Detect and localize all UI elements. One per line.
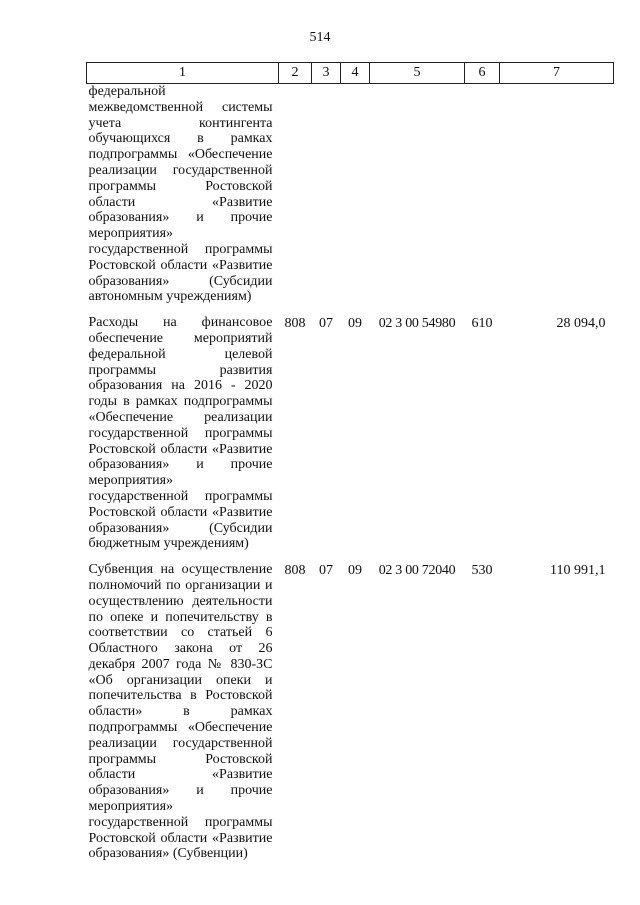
header-col-5: 5: [370, 63, 465, 84]
header-col-6: 6: [465, 63, 500, 84]
row-col-7: 110 991,1: [550, 563, 606, 579]
table-body: [87, 84, 614, 863]
row-description: Субвенция на осуществление полномочий по организации и осуществлению деятельности по опеке и попечительству в соответствии со статьей 6 Областного закона от 26 декабря 2007 года № 830-ЗС «Об организации опеки и попечительства в Ростовской области» в рамках подпрограммы «Обеспечение реализации государственной программы Ростовской области «Развитие образования» и прочие мероприятия» государственной программы Ростовской области «Развитие образования» (Субвенции): [88, 562, 273, 862]
row-col-4: [341, 84, 370, 306]
row-col-3: 07: [319, 316, 333, 332]
row-spacer: [87, 305, 614, 315]
header-col-2: 2: [279, 63, 312, 84]
header-col-1: 1: [87, 63, 279, 84]
header-col-3: 3: [312, 63, 341, 84]
row-description: федеральной межведомственной системы учета контингента обучающихся в рамках подпрограммы «Обеспечение реализации государственной программы Ростовской области «Развитие образования» и прочие мероприятия» государственной программы Ростовской области «Развитие образования» (Субсидии автономным учреждениям): [88, 84, 273, 305]
row-col-6: 610: [471, 316, 493, 332]
row-col-5: 02 3 00 54980: [378, 316, 456, 332]
header-col-7: 7: [500, 63, 614, 84]
table-row: [87, 84, 614, 306]
row-col-7: 28 094,0: [556, 316, 606, 332]
row-spacer: [87, 552, 614, 562]
row-col-5: 02 3 00 72040: [378, 563, 456, 579]
row-col-2: 808: [284, 316, 306, 332]
table-row: [87, 562, 614, 862]
row-col-2: [279, 84, 312, 306]
row-col-4: 09: [348, 316, 362, 332]
row-col-3: [312, 84, 341, 306]
header-row: [87, 63, 614, 84]
row-col-5: [370, 84, 465, 306]
row-col-4: 09: [348, 563, 362, 579]
table-header: [87, 63, 614, 84]
table-row: [87, 315, 614, 552]
row-col-6: 530: [471, 563, 493, 579]
page-number: 514: [309, 30, 331, 45]
budget-table: [86, 62, 614, 862]
header-col-4: 4: [341, 63, 370, 84]
row-col-7: [500, 84, 614, 306]
row-col-2: 808: [284, 563, 306, 579]
row-description: Расходы на финансовое обеспечение мероприятий федеральной целевой программы развития образования на 2016 - 2020 годы в рамках подпрограммы «Обеспечение реализации государственной программы Ростовской области «Развитие образования» и прочие мероприятия» государственной программы Ростовской области «Развитие образования» (Субсидии бюджетным учреждениям): [88, 315, 273, 552]
row-col-3: 07: [319, 563, 333, 579]
row-col-6: [465, 84, 500, 306]
